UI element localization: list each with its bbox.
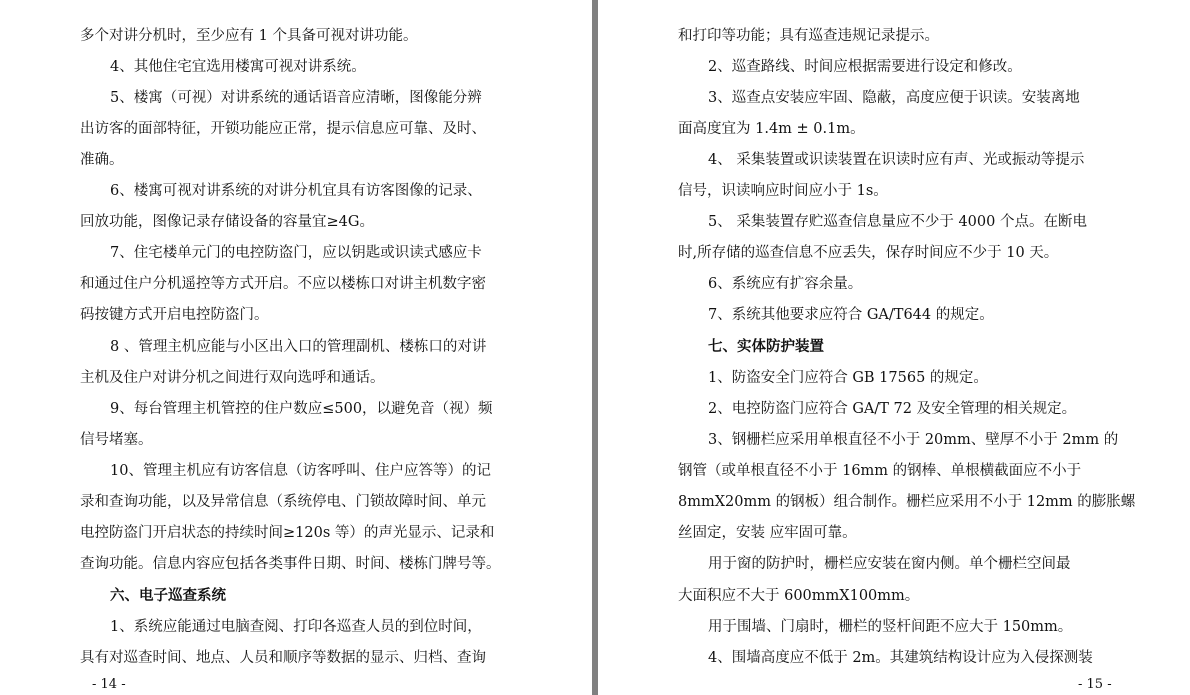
text-line: 8 、管理主机应能与小区出入口的管理副机、楼栋口的对讲 — [110, 339, 487, 355]
text-line: 4、 采集装置或识读装置在识读时应有声、光或振动等提示 — [708, 152, 1085, 168]
text-line: 9、每台管理主机管控的住户数应≤500，以避免音（视）频 — [110, 401, 493, 417]
text-line: 2、电控防盗门应符合 GA/T 72 及安全管理的相关规定。 — [708, 401, 1077, 417]
text-line: 6、系统应有扩容余量。 — [708, 276, 863, 292]
text-line: 信号堵塞。 — [80, 432, 153, 448]
text-line: 7、系统其他要求应符合 GA/T644 的规定。 — [708, 307, 994, 323]
text-line: 5、 采集装置存贮巡查信息量应不少于 4000 个点。在断电 — [708, 214, 1087, 230]
page-number: - 15 - — [1078, 677, 1112, 692]
text-line: 2、巡查路线、时间应根据需要进行设定和修改。 — [708, 59, 1022, 75]
text-line: 用于围墙、门扇时，栅栏的竖杆间距不应大于 150mm。 — [708, 619, 1073, 635]
text-line: 8mmX20mm 的钢板）组合制作。栅栏应采用不小于 12mm 的膨胀螺 — [678, 494, 1136, 510]
text-line: 码按键方式开启电控防盗门。 — [80, 307, 269, 323]
text-line: 用于窗的防护时，栅栏应安装在窗内侧。单个栅栏空间最 — [708, 556, 1071, 572]
text-line: 多个对讲分机时，至少应有 1 个具备可视对讲功能。 — [80, 28, 418, 44]
text-line: 3、巡查点安装应牢固、隐蔽，高度应便于识读。安装离地 — [708, 90, 1080, 106]
document-page-14 — [0, 0, 592, 695]
text-line: 面高度宜为 1.4m ± 0.1m。 — [678, 121, 865, 137]
text-line: 准确。 — [80, 152, 124, 168]
text-line: 1、防盗安全门应符合 GB 17565 的规定。 — [708, 370, 988, 386]
text-line: 录和查询功能，以及异常信息（系统停电、门锁故障时间、单元 — [80, 494, 486, 510]
document-page-15 — [598, 0, 1190, 695]
text-line: 查询功能。信息内容应包括各类事件日期、时间、楼栋门牌号等。 — [80, 556, 501, 572]
text-line: 钢管（或单根直径不小于 16mm 的钢棒、单根横截面应不小于 — [678, 463, 1082, 479]
text-line: 电控防盗门开启状态的持续时间≥120s 等）的声光显示、记录和 — [80, 525, 495, 541]
text-line: 10、管理主机应有访客信息（访客呼叫、住户应答等）的记 — [110, 463, 491, 479]
text-line: 和通过住户分机遥控等方式开启。不应以楼栋口对讲主机数字密 — [80, 276, 486, 292]
text-line: 1、系统应能通过电脑查阅、打印各巡查人员的到位时间， — [110, 619, 482, 635]
text-line: 和打印等功能；具有巡查违规记录提示。 — [678, 28, 939, 44]
text-line: 出访客的面部特征，开锁功能应正常，提示信息应可靠、及时、 — [80, 121, 486, 137]
text-line: 主机及住户对讲分机之间进行双向选呼和通话。 — [80, 370, 385, 386]
text-line: 时,所存储的巡查信息不应丢失，保存时间应不少于 10 天。 — [678, 245, 1059, 261]
text-line: 具有对巡查时间、地点、人员和顺序等数据的显示、归档、查询 — [80, 650, 486, 666]
text-line: 4、其他住宅宜选用楼寓可视对讲系统。 — [110, 59, 366, 75]
page-number: - 14 - — [92, 677, 126, 692]
text-line: 丝固定，安装 应牢固可靠。 — [678, 525, 857, 541]
text-line: 4、围墙高度应不低于 2m。其建筑结构设计应为入侵探测装 — [708, 650, 1093, 666]
text-line: 7、住宅楼单元门的电控防盗门，应以钥匙或识读式感应卡 — [110, 245, 482, 261]
text-line: 6、楼寓可视对讲系统的对讲分机宜具有访客图像的记录、 — [110, 183, 482, 199]
section-heading: 六、电子巡查系统 — [110, 588, 226, 604]
text-line: 大面积应不大于 600mmX100mm。 — [678, 588, 920, 604]
text-line: 5、楼寓（可视）对讲系统的通话语音应清晰，图像能分辨 — [110, 90, 482, 106]
text-line: 回放功能，图像记录存储设备的容量宜≥4G。 — [80, 214, 374, 230]
text-line: 信号，识读响应时间应小于 1s。 — [678, 183, 888, 199]
section-heading: 七、实体防护装置 — [708, 339, 824, 355]
text-line: 3、钢栅栏应采用单根直径不小于 20mm、壁厚不小于 2mm 的 — [708, 432, 1119, 448]
